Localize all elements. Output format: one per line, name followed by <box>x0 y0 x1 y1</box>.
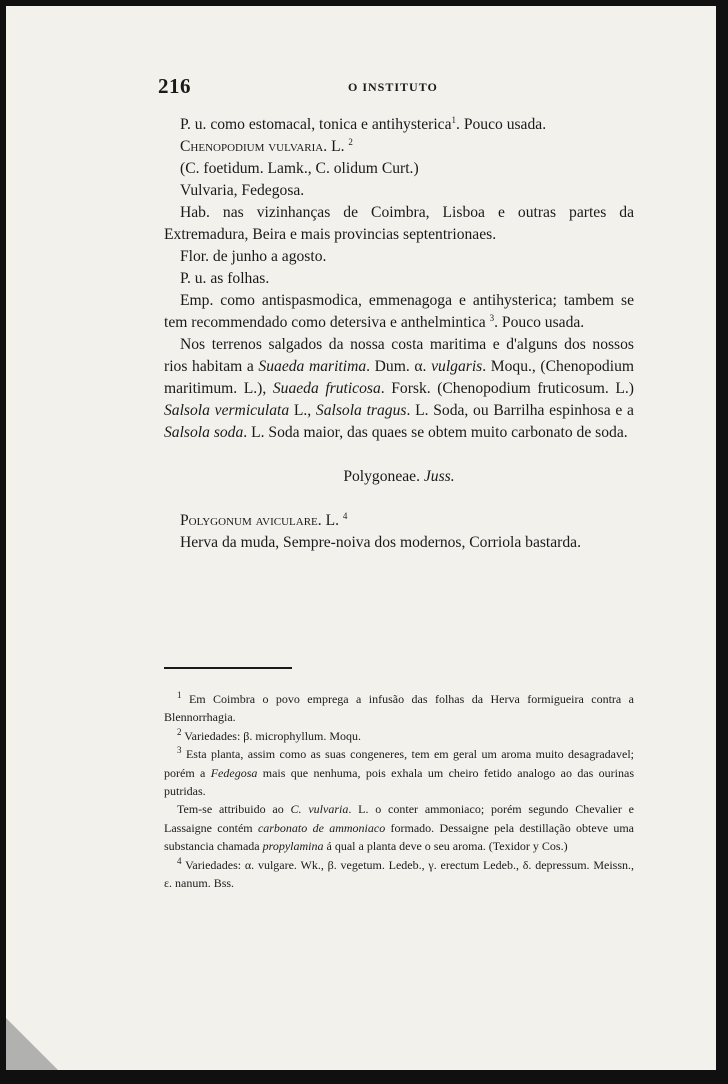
footnote-ref: 4 <box>342 510 348 521</box>
footnote-2: $^2$ Variedades: β. microphyllum. Moqu. <box>177 726 362 743</box>
common-names-polygonum: Herva da muda, Sempre-noiva dos modernos, Corriola bastarda. <box>180 534 581 551</box>
flowering: Flor. de junho a agosto. <box>180 248 327 265</box>
family-heading: Polygoneae. Juss. <box>343 468 455 485</box>
page-number: 216 <box>158 74 191 98</box>
species-heading-chenopodium: Chenopodium vulvaria. L. $^2$ <box>180 136 353 155</box>
footnote-rule <box>164 667 292 669</box>
page-header <box>158 74 634 98</box>
footnote-ref: 1 <box>451 114 457 125</box>
running-title: O INSTITUTO <box>348 80 438 94</box>
book-page <box>6 6 716 1070</box>
species-heading-polygonum: Polygonum aviculare. L. $^4$ <box>180 510 348 529</box>
habitat: Hab. nas vizinhanças de Coimbra, Lisboa e outras partes da Extremadura, Beira e mais provincias septentrionaes. <box>164 204 634 243</box>
footnote-4: $^4$ Variedades: α. vulgare. Wk., β. vegetum. Ledeb., γ. erectum Ledeb., δ. depressum. Meissn., ε. nanum. Bss. <box>164 855 634 891</box>
synonyms: (C. foetidum. Lamk., C. olidum Curt.) <box>180 160 419 177</box>
footnote-3: $^3$ Esta planta, assim como as suas congeneres, tem em geral um aroma muito desagradavel; porém a Fedegosa mais que nenhuma, pois exhala um cheiro fetido analogo ao das ourinas putridas. <box>164 745 635 799</box>
footnote-mark: 4 <box>177 855 182 866</box>
footnotes <box>164 690 634 892</box>
uses-line: P. u. como estomacal, tonica e antihysterica$^1$. Pouco usada. <box>180 114 547 133</box>
footnote-mark: 3 <box>177 745 182 756</box>
page-corner-fold <box>6 1018 58 1070</box>
salt-marsh-paragraph: Nos terrenos salgados da nossa costa maritima e d'alguns dos nossos rios habitam a Suaeda maritima. Dum. α. vulgaris. Moqu., (Chenopodium maritimum. L.), Suaeda fruticosa. Forsk. (Chenopodium fruticosum. L.) Salsola vermiculata L., Salsola tragus. L. Soda, ou Barrilha espinhosa e a Salsola soda. L. Soda maior, das quaes se obtem muito carbonato de soda. <box>164 336 634 441</box>
common-names: Vulvaria, Fedegosa. <box>180 182 305 199</box>
footnote-mark: 2 <box>177 726 182 737</box>
parts-used: P. u. as folhas. <box>180 270 270 287</box>
footnote-3-continued: Tem-se attribuido ao C. vulvaria. L. o conter ammoniaco; porém segundo Chevalier e Lassaigne contém carbonato de ammoniaco formado. Dessaigne pela destillação obteve uma substancia chamada propylamina á qual a planta deve o seu aroma. (Texidor y Cos.) <box>164 802 634 854</box>
footnote-ref: 3 <box>489 312 495 323</box>
footnote-mark: 1 <box>177 690 182 700</box>
footnote-ref: 2 <box>348 136 353 147</box>
employment: Emp. como antispasmodica, emmenagoga e antihysterica; tambem se tem recommendado como detersiva e anthelmintica $^3$. Pouco usada. <box>164 292 634 331</box>
main-text <box>164 114 634 554</box>
footnote-1: $^1$ Em Coimbra o povo emprega a infusão das folhas da Herva formigueira contra a Blennorrhagia. <box>164 690 634 725</box>
